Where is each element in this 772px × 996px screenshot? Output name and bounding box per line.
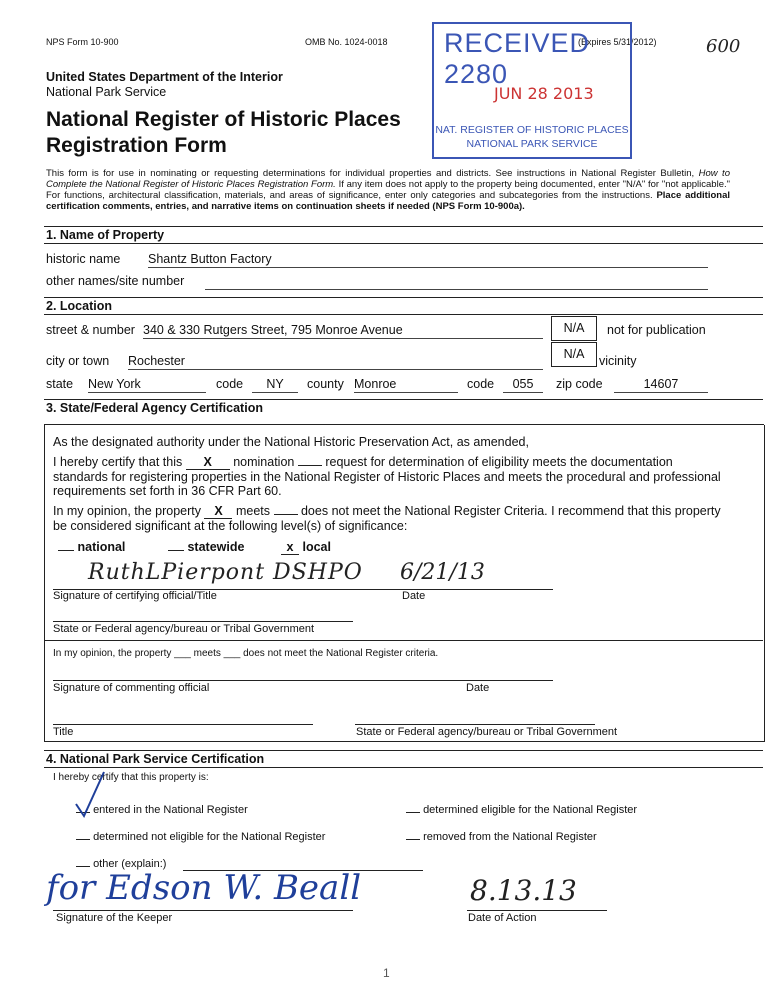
keeper-label: Signature of the Keeper <box>56 912 173 924</box>
not-for-publication-box[interactable]: N/A <box>551 316 597 341</box>
county-field[interactable]: Monroe <box>354 377 458 393</box>
state-field[interactable]: New York <box>88 377 206 393</box>
removed-check[interactable] <box>406 839 420 840</box>
authority-text: As the designated authority under the National Historic Preservation Act, as amended, <box>53 435 529 449</box>
option-not-eligible[interactable] <box>76 831 325 843</box>
keeper-signature: for Edson W. Beall <box>46 868 362 908</box>
zip-label: zip code <box>556 377 603 391</box>
instructions-bold: Place additional certification comments, entries, and narrative items on continuation sheets if needed (NPS Form 10-900a). <box>46 190 730 212</box>
statewide-label: statewide <box>187 540 245 554</box>
city-field[interactable]: Rochester <box>128 354 543 370</box>
opinion2-text: In my opinion, the property ___ meets ___ does not meet the National Register criteria. <box>53 648 439 659</box>
title-line <box>53 724 313 725</box>
keeper-certify-text: I hereby certify that this property is: <box>53 772 209 783</box>
certify-text-a: I hereby certify that this <box>53 455 183 469</box>
certifying-signature: RuthLPierpont DSHPO <box>88 560 363 585</box>
statewide-check[interactable] <box>168 550 184 551</box>
meets-check[interactable]: X <box>204 504 232 519</box>
action-date-label: Date of Action <box>468 912 537 924</box>
action-date: 8.13.13 <box>470 874 577 907</box>
title-label: Title <box>53 726 74 738</box>
historic-name-label: historic name <box>46 252 121 266</box>
national-check[interactable] <box>58 550 74 551</box>
county-code-field[interactable]: 055 <box>503 377 543 393</box>
opinion-text-c: does not meet the National Register Criteria. I recommend that this property be considered significant at the following level(s) of significance: <box>53 504 721 533</box>
agency-line <box>53 621 353 622</box>
stamp-line1: NAT. REGISTER OF HISTORIC PLACES <box>435 124 629 136</box>
removed-label: removed from the National Register <box>423 831 597 843</box>
section3-heading: 3. State/Federal Agency Certification <box>46 401 263 415</box>
state-code-field[interactable]: NY <box>252 377 298 393</box>
sig-label: Signature of certifying official/Title <box>53 590 217 602</box>
section4-heading: 4. National Park Service Certification <box>46 752 265 766</box>
nomination-check[interactable]: X <box>186 455 230 470</box>
option-removed[interactable] <box>406 831 597 843</box>
city-label: city or town <box>46 354 110 368</box>
other-label: other (explain:) <box>93 858 167 870</box>
keeper-line <box>53 910 353 911</box>
page-title: National Register of Historic Places <box>46 108 401 131</box>
other-check[interactable] <box>76 866 90 867</box>
certifying-date: 6/21/13 <box>400 560 485 585</box>
divider <box>44 399 763 400</box>
action-date-line <box>467 910 607 911</box>
instructions-text2: If any item does not apply to the property being documented, enter "N/A" for "not applicable." For functions, architectural classification, materials, and areas of significance, enter only categories and subcategories from the instructions. <box>46 179 730 201</box>
divider <box>44 314 763 315</box>
agency-label: State or Federal agency/bureau or Tribal Government <box>53 623 315 635</box>
instructions <box>46 168 730 212</box>
instructions-text: This form is for use in nominating or requesting determinations for individual properties and districts. See instructions in National Register Bulletin, <box>46 168 699 179</box>
level-statewide <box>168 540 244 554</box>
comment-sig-line <box>53 680 553 681</box>
comment-sig-label: Signature of commenting official <box>53 682 210 694</box>
divider <box>44 640 763 641</box>
form-number: NPS Form 10-900 <box>46 37 119 47</box>
level-national <box>58 540 125 554</box>
comment-date-label: Date <box>466 682 490 694</box>
omb-number: OMB No. 1024-0018 <box>305 37 388 47</box>
not-eligible-check[interactable] <box>76 839 90 840</box>
county-code-label: code <box>467 377 495 391</box>
section1-heading: 1. Name of Property <box>46 228 165 242</box>
page-number: 1 <box>383 966 390 980</box>
received-stamp <box>432 22 632 159</box>
not-for-publication-label: not for publication <box>607 323 706 337</box>
divider <box>44 226 763 227</box>
street-label: street & number <box>46 323 135 337</box>
certify-text-c: request for determination of eligibility meets the documentation standards for registering properties in the National Register of Historic Places and meets the procedural and professional requirements set forth in 36 CFR Part 60. <box>53 455 721 498</box>
divider <box>44 767 763 768</box>
instructions-italic: How to Complete the National Register of Historic Places Registration Form. <box>46 168 730 190</box>
divider <box>44 750 763 751</box>
county-label: county <box>307 377 344 391</box>
agency2-line <box>355 724 595 725</box>
vicinity-box[interactable]: N/A <box>551 342 597 367</box>
other-names-field[interactable] <box>205 274 708 290</box>
stamp-line2: NATIONAL PARK SERVICE <box>466 138 598 150</box>
page-subtitle: Registration Form <box>46 134 227 157</box>
divider <box>44 243 763 244</box>
certify-text <box>53 455 723 498</box>
state-code-label: code <box>216 377 244 391</box>
option-eligible[interactable] <box>406 804 637 816</box>
eligible-label: determined eligible for the National Register <box>423 804 638 816</box>
historic-name-field[interactable]: Shantz Button Factory <box>148 252 708 268</box>
certify-text-b: nomination <box>233 455 295 469</box>
opinion-text-b: meets <box>235 504 271 518</box>
not-eligible-label: determined not eligible for the National Register <box>93 831 326 843</box>
divider <box>44 297 763 298</box>
expiration: (Expires 5/31/2012) <box>578 37 657 47</box>
street-field[interactable]: 340 & 330 Rutgers Street, 795 Monroe Avenue <box>143 323 543 339</box>
level-local <box>281 540 331 555</box>
state-label: state <box>46 377 74 391</box>
agency2-label: State or Federal agency/bureau or Tribal Government <box>356 726 618 738</box>
eligible-check[interactable] <box>406 812 420 813</box>
handwritten-number: 600 <box>706 36 741 57</box>
not-meet-check[interactable] <box>274 514 298 515</box>
stamp-received: RECEIVED 2280 <box>444 28 591 89</box>
request-check[interactable] <box>298 465 322 466</box>
department: United States Department of the Interior <box>46 70 283 84</box>
opinion-text <box>53 504 723 533</box>
other-names-label: other names/site number <box>46 274 185 288</box>
date-label: Date <box>402 590 426 602</box>
entered-label: entered in the National Register <box>93 804 248 816</box>
national-label: national <box>77 540 126 554</box>
opinion-text-a: In my opinion, the property <box>53 504 201 518</box>
checkmark-icon <box>70 770 110 820</box>
local-check[interactable]: x <box>281 540 299 555</box>
agency: National Park Service <box>46 85 167 99</box>
zip-field[interactable]: 14607 <box>614 377 708 393</box>
stamp-date: JUN 28 2013 <box>494 84 594 103</box>
local-label: local <box>302 540 331 554</box>
section2-heading: 2. Location <box>46 299 112 313</box>
vicinity-label: vicinity <box>599 354 637 368</box>
